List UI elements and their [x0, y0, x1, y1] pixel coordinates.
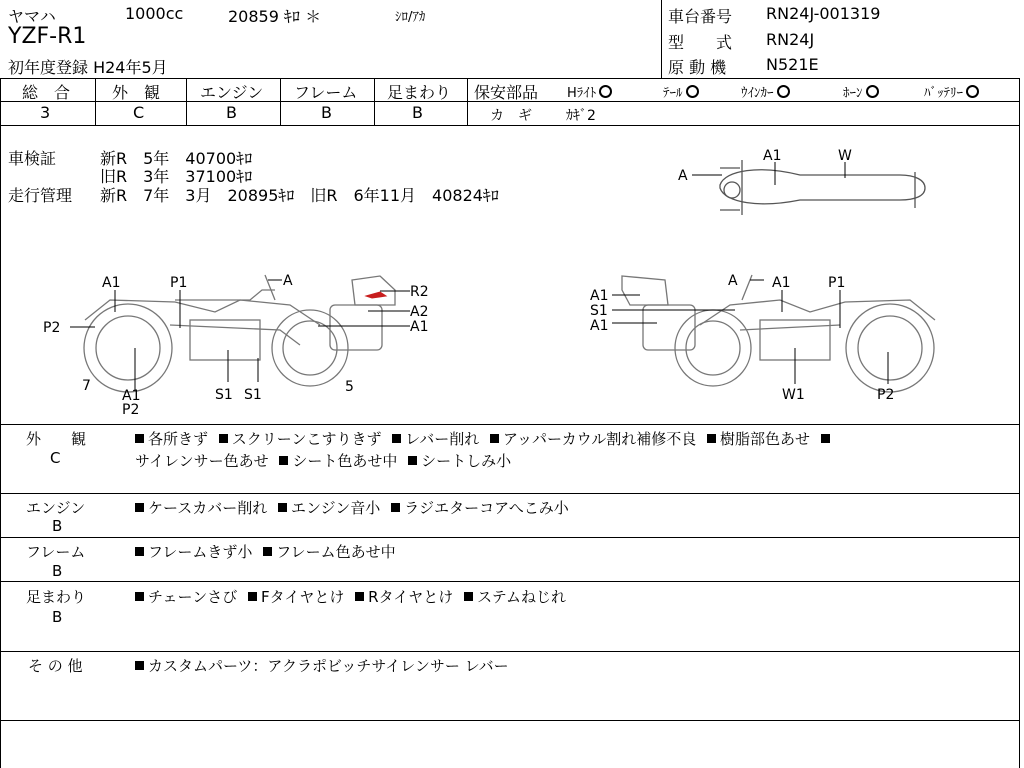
- left-label-a1-front: A1: [410, 319, 429, 335]
- cond-frame-items: フレームきず小 フレーム色あせ中: [135, 541, 402, 562]
- right-label-a1-top: A1: [772, 275, 791, 291]
- cond-other-label: そ の 他: [28, 657, 83, 675]
- cond-suspension-label: 足まわり: [26, 588, 87, 606]
- cond-engine-label: エンジン: [26, 499, 86, 517]
- right-label-p2: P2: [877, 387, 895, 403]
- cond-suspension-items: チェーンさび Fタイヤとけ Rタイヤとけ ステムねじれ: [135, 586, 572, 607]
- bullet-square-icon: [279, 456, 288, 465]
- left-label-s1-b: S1: [244, 387, 262, 403]
- bullet-square-icon: [135, 592, 144, 601]
- engine-model-label: 原 動 機: [668, 58, 727, 77]
- mileage-mgmt-label: 走行管理: [8, 186, 73, 205]
- bullet-square-icon: [391, 503, 400, 512]
- safety-headlight: Hﾗｲﾄ: [567, 82, 612, 101]
- bullet-square-icon: [821, 434, 830, 443]
- exterior-value: C: [133, 103, 145, 122]
- left-label-p2-rear: P2: [43, 320, 61, 336]
- bullet-square-icon: [248, 592, 257, 601]
- cond-other-items: カスタムパーツ：アクラポビッチサイレンサー レバー: [135, 655, 515, 676]
- top-label-a1: A1: [763, 148, 782, 164]
- left-label-s1-a: S1: [215, 387, 233, 403]
- right-label-w1: W1: [782, 387, 805, 403]
- left-label-5: 5: [345, 379, 354, 395]
- right-label-a1-lower: A1: [590, 318, 609, 334]
- inspection-old: 旧R 3年 37100ｷﾛ: [100, 167, 253, 186]
- cond-engine-items: ケースカバー削れ エンジン音小 ラジエターコアへこみ小: [135, 497, 575, 518]
- bullet-square-icon: [355, 592, 364, 601]
- suspension-label: 足まわり: [387, 83, 452, 102]
- bullet-square-icon: [135, 503, 144, 512]
- left-label-p2-lower: P2: [122, 402, 140, 418]
- overall-label: 総 合: [22, 83, 71, 102]
- engine-label: エンジン: [200, 83, 264, 102]
- right-label-a: A: [728, 273, 738, 289]
- displacement: 1000cc: [125, 4, 184, 23]
- cond-frame-grade: B: [52, 562, 63, 580]
- engine-value: B: [226, 103, 237, 122]
- mileage-mgmt-value: 新R 7年 3月 20895ｷﾛ 旧R 6年11月 40824ｷﾛ: [100, 186, 499, 205]
- left-label-p1: P1: [170, 275, 188, 291]
- bullet-square-icon: [135, 661, 144, 670]
- cond-frame-label: フレーム: [26, 543, 86, 561]
- cond-engine-grade: B: [52, 517, 63, 535]
- top-label-a: A: [678, 168, 688, 184]
- type-label: 型 式: [668, 33, 733, 52]
- cond-exterior-items-line2: サイレンサー色あせ シート色あせ中 シートしみ小: [135, 452, 512, 470]
- engine-model-value: N521E: [766, 55, 819, 74]
- bullet-square-icon: [464, 592, 473, 601]
- bullet-square-icon: [408, 456, 417, 465]
- cond-suspension-grade: B: [52, 608, 63, 626]
- bullet-square-icon: [392, 434, 401, 443]
- safety-winker: ｳｲﾝｶｰ: [741, 82, 790, 101]
- model-name: YZF-R1: [8, 24, 87, 49]
- left-label-7: 7: [82, 378, 91, 394]
- safety-battery: ﾊﾞｯﾃﾘｰ: [924, 82, 979, 101]
- right-label-a1-front: A1: [590, 288, 609, 304]
- maker: ヤマハ: [8, 7, 56, 26]
- cond-exterior-items-line1: 各所きず スクリーンこすりきず レバー削れ アッパーカウル割れ補修不良 樹脂部色あせ: [135, 428, 834, 449]
- frame-value: B: [321, 103, 332, 122]
- chassis-value: RN24J-001319: [766, 4, 881, 23]
- overall-value: 3: [40, 103, 51, 122]
- suspension-value: B: [412, 103, 423, 122]
- safety-horn: ﾎｰﾝ: [843, 82, 879, 101]
- left-label-r2: R2: [410, 284, 429, 300]
- cond-exterior-label: 外 観: [26, 430, 87, 448]
- type-value: RN24J: [766, 30, 815, 49]
- bullet-square-icon: [490, 434, 499, 443]
- bullet-square-icon: [219, 434, 228, 443]
- inspection-new: 新R 5年 40700ｷﾛ: [100, 149, 253, 168]
- bullet-square-icon: [135, 434, 144, 443]
- right-label-p1: P1: [828, 275, 846, 291]
- safety-tail: ﾃｰﾙ: [663, 82, 699, 101]
- color: ｼﾛ/ｱｶ: [395, 10, 426, 25]
- damage-mark-icon: [366, 292, 386, 298]
- first-registration: 初年度登録 H24年5月: [8, 58, 168, 77]
- bullet-square-icon: [135, 547, 144, 556]
- cond-exterior-grade: C: [50, 449, 61, 467]
- mileage: 20859 ｷﾛ ＊: [228, 7, 322, 26]
- safety-label: 保安部品: [474, 83, 539, 102]
- top-label-w: W: [838, 148, 852, 164]
- left-label-a2: A2: [410, 304, 429, 320]
- right-label-s1: S1: [590, 303, 608, 319]
- key-label: カ ギ: [490, 108, 532, 124]
- left-label-a: A: [283, 273, 293, 289]
- bullet-square-icon: [263, 547, 272, 556]
- chassis-label: 車台番号: [668, 7, 733, 26]
- inspection-label: 車検証: [8, 149, 57, 168]
- left-label-a1-lower: A1: [122, 388, 141, 404]
- left-label-a1-rear: A1: [102, 275, 121, 291]
- bullet-square-icon: [278, 503, 287, 512]
- bullet-square-icon: [707, 434, 716, 443]
- key-value: ｶｷﾞ2: [566, 108, 596, 124]
- exterior-label: 外 観: [112, 83, 161, 102]
- frame-label: フレーム: [294, 83, 358, 102]
